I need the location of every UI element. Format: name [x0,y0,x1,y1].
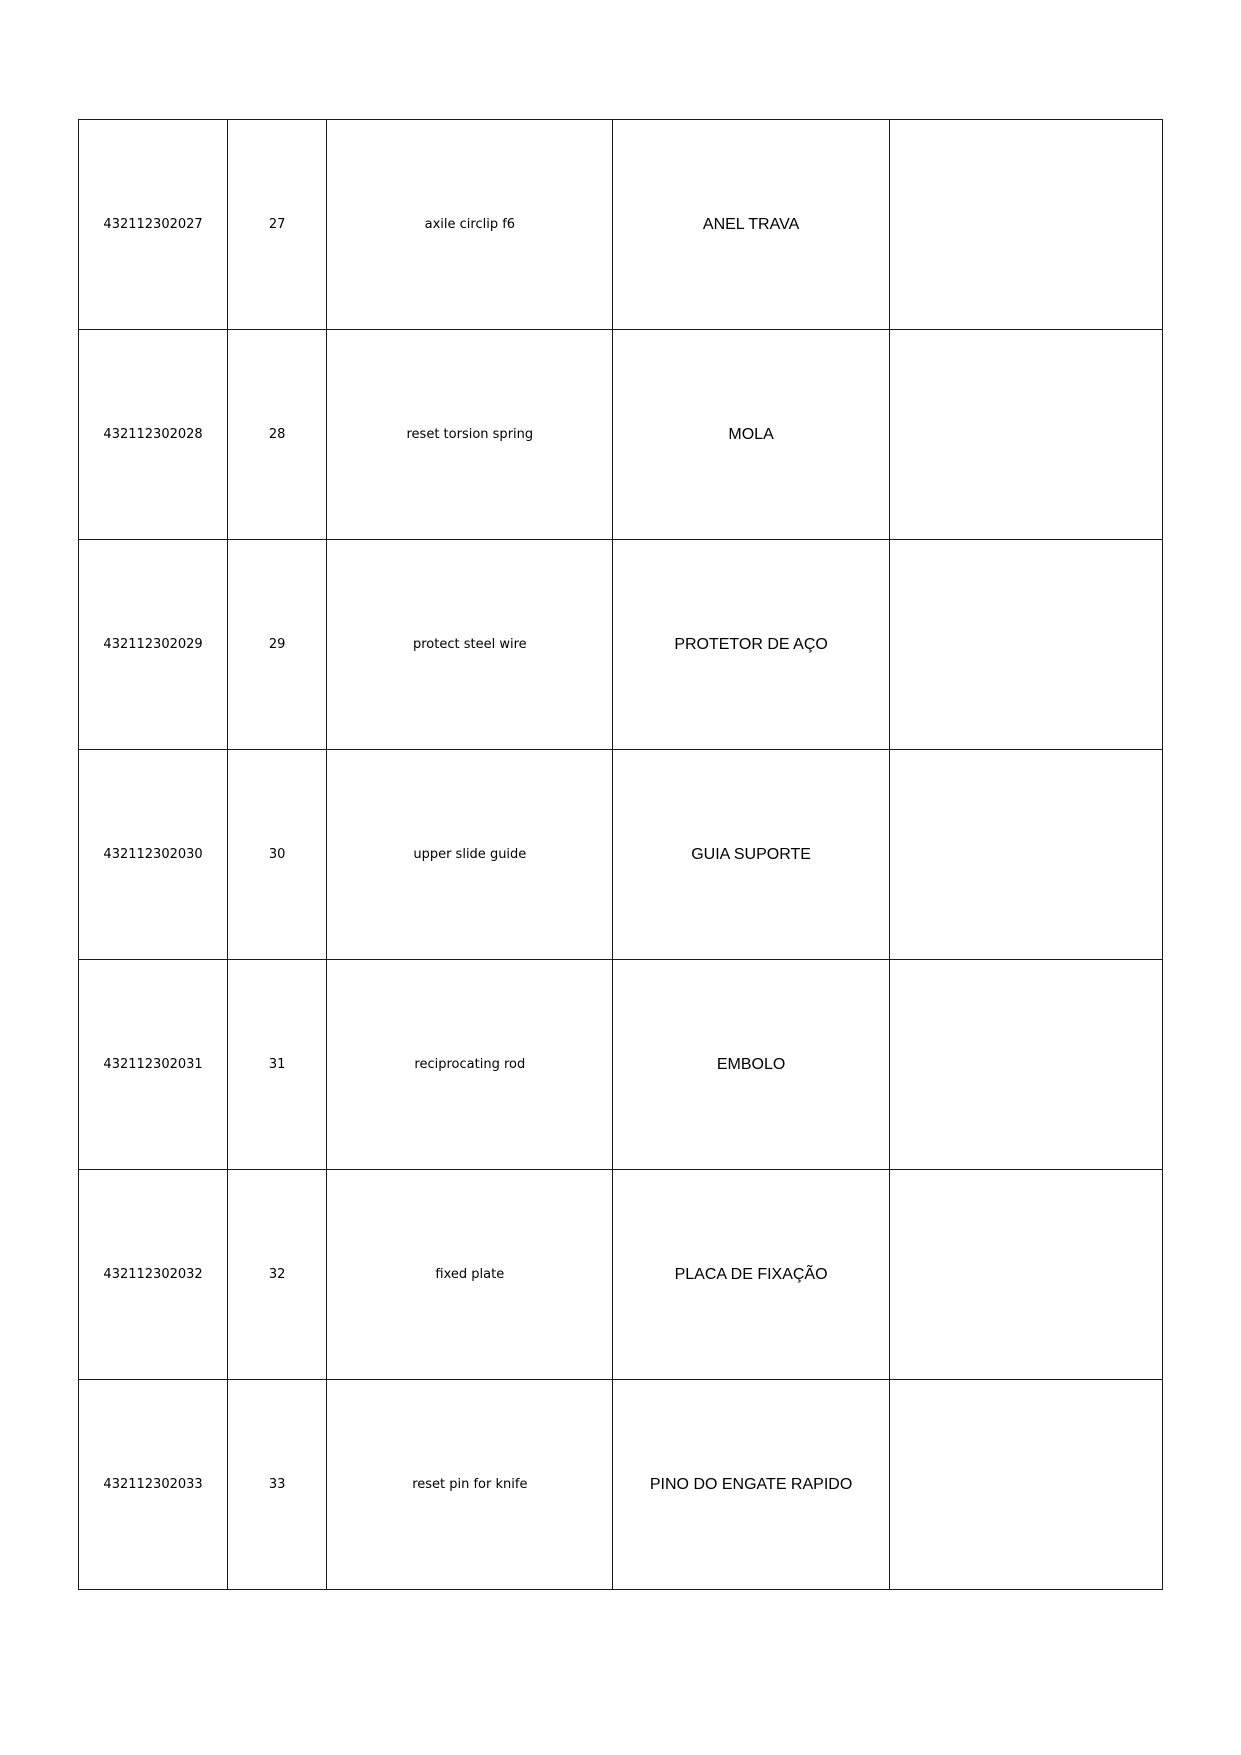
english-description-cell: axile circlip f6 [327,120,613,330]
empty-cell [889,960,1162,1170]
english-description-cell: reset torsion spring [327,330,613,540]
part-code-cell: 432112302030 [79,750,228,960]
empty-cell [889,1170,1162,1380]
part-code-cell: 432112302032 [79,1170,228,1380]
part-code-cell: 432112302028 [79,330,228,540]
item-number-cell: 28 [228,330,327,540]
english-description-cell: reciprocating rod [327,960,613,1170]
item-number-cell: 29 [228,540,327,750]
table-row [79,1380,1163,1590]
parts-table [78,119,1163,1590]
table-row [79,1170,1163,1380]
part-code-cell: 432112302029 [79,540,228,750]
part-code-cell: 432112302031 [79,960,228,1170]
portuguese-description-cell: PLACA DE FIXAÇÃO [613,1170,889,1380]
item-number-cell: 27 [228,120,327,330]
portuguese-description-cell: GUIA SUPORTE [613,750,889,960]
table-row [79,960,1163,1170]
item-number-cell: 32 [228,1170,327,1380]
part-code-cell: 432112302033 [79,1380,228,1590]
item-number-cell: 30 [228,750,327,960]
item-number-cell: 33 [228,1380,327,1590]
portuguese-description-cell: MOLA [613,330,889,540]
portuguese-description-cell: PROTETOR DE AÇO [613,540,889,750]
table-row [79,750,1163,960]
empty-cell [889,540,1162,750]
table-row [79,540,1163,750]
portuguese-description-cell: EMBOLO [613,960,889,1170]
table-row [79,330,1163,540]
portuguese-description-cell: ANEL TRAVA [613,120,889,330]
empty-cell [889,750,1162,960]
english-description-cell: fixed plate [327,1170,613,1380]
english-description-cell: reset pin for knife [327,1380,613,1590]
empty-cell [889,1380,1162,1590]
item-number-cell: 31 [228,960,327,1170]
empty-cell [889,120,1162,330]
english-description-cell: upper slide guide [327,750,613,960]
portuguese-description-cell: PINO DO ENGATE RAPIDO [613,1380,889,1590]
part-code-cell: 432112302027 [79,120,228,330]
empty-cell [889,330,1162,540]
table-row [79,120,1163,330]
english-description-cell: protect steel wire [327,540,613,750]
